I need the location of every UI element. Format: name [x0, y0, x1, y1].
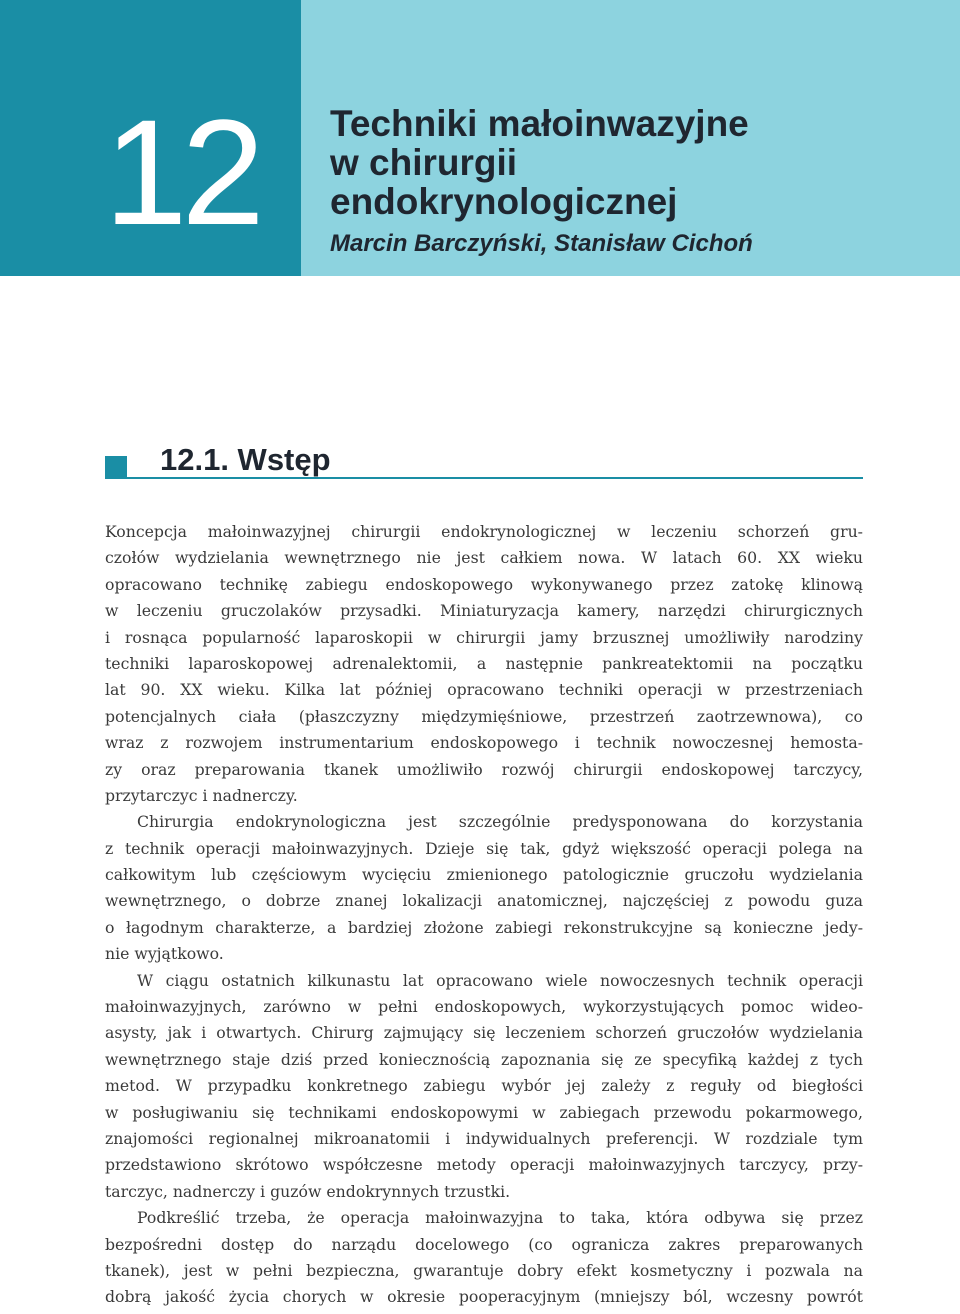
paragraph	[105, 519, 863, 809]
text-line: o łagodnym charakterze, a bardziej złożone zabiegi rekonstrukcyjne są konieczne jedy-	[105, 917, 863, 937]
text-line: Koncepcja małoinwazyjnej chirurgii endokrynologicznej w leczeniu schorzeń gru-	[105, 522, 863, 541]
section-divider	[105, 477, 863, 479]
paragraph	[105, 809, 863, 967]
chapter-title-line: endokrynologicznej	[330, 181, 678, 222]
text-line: tkanek), jest w pełni bezpieczna, gwarantuje dobry efekt kosmetyczny i pozwala na	[105, 1260, 863, 1280]
text-line: tarczyc, nadnerczy i guzów endokrynnych trzustki.	[105, 1181, 511, 1201]
text-line: Chirurgia endokrynologiczna jest szczególnie predysponowana do korzystania	[137, 812, 863, 832]
text-line: wewnętrznego, o dobrze znanej lokalizacji anatomicznej, najczęściej z powodu guza	[105, 891, 863, 911]
text-line: nie wyjątkowo.	[105, 944, 224, 964]
section-heading: 12.1. Wstęp	[160, 442, 331, 477]
chapter-authors: Marcin Barczyński, Stanisław Cichoń	[330, 230, 753, 257]
text-line: i rosnąca popularność laparoskopii w chirurgii jamy brzusznej umożliwiły narodziny	[105, 627, 863, 647]
paragraph	[105, 1205, 863, 1311]
text-line: asysty, jak i otwartych. Chirurg zajmujący się leczeniem schorzeń gruczołów wydzielania	[105, 1023, 863, 1043]
text-line: w posługiwaniu się technikami endoskopowymi w zabiegach przewodu pokarmowego,	[105, 1102, 863, 1122]
text-line: Podkreślić trzeba, że operacja małoinwazyjna to taka, która odbywa się przez	[137, 1208, 863, 1228]
text-line: znajomości regionalnej mikroanatomii i indywidualnych preferencji. W rozdziale tym	[105, 1128, 863, 1148]
text-line: wraz z rozwojem instrumentarium endoskopowego i technik nowoczesnej hemosta-	[105, 733, 863, 753]
text-line: potencjalnych ciała (płaszczyzny międzymięśniowe, przestrzeń zaotrzewnowa), co	[105, 706, 863, 726]
text-line: przytarczyc i nadnerczy.	[105, 785, 298, 805]
text-line: małoinwazyjnych, zarówno w pełni endoskopowych, wykorzystujących pomoc wideo-	[105, 997, 863, 1017]
text-line: zy oraz preparowania tkanek umożliwiło rozwój chirurgii endoskopowej tarczycy,	[105, 759, 863, 779]
chapter-number: 12	[104, 88, 259, 256]
paragraph	[105, 968, 863, 1206]
text-line: lat 90. XX wieku. Kilka lat później opracowano techniki operacji w przestrzeniach	[105, 680, 863, 700]
text-line: wewnętrznego staje dziś przed koniecznością zapoznania się ze specyfiką każdej z tych	[105, 1049, 863, 1069]
text-line: czołów wydzielania wewnętrznego nie jest całkiem nowa. W latach 60. XX wieku	[105, 548, 863, 568]
section-marker-square	[105, 456, 127, 478]
text-line: całkowitym lub częściowym wycięciu zmienionego patologicznie gruczołu wydzielania	[105, 865, 863, 885]
text-line: z technik operacji małoinwazyjnych. Dzieje się tak, gdyż większość operacji polega na	[105, 838, 863, 858]
text-line: techniki laparoskopowej adrenalektomii, a następnie pankreatektomii na początku	[105, 653, 863, 673]
text-line: przedstawiono skrótowo współczesne metody operacji małoinwazyjnych tarczycy, przy-	[105, 1155, 863, 1175]
chapter-title-line: w chirurgii	[330, 142, 518, 183]
text-line: metod. W przypadku konkretnego zabiegu wybór jej zależy z reguły od biegłości	[105, 1076, 863, 1096]
text-line: w leczeniu gruczolaków przysadki. Miniaturyzacja kamery, narzędzi chirurgicznych	[105, 601, 863, 621]
text-line: W ciągu ostatnich kilkunastu lat opracowano wiele nowoczesnych technik operacji	[137, 970, 863, 990]
body-text	[105, 519, 863, 1311]
chapter-title-line: Techniki małoinwazyjne	[330, 103, 749, 144]
text-line: bezpośredni dostęp do narządu docelowego (co ogranicza zakres preparowanych	[105, 1234, 863, 1254]
text-line: opracowano technikę zabiegu endoskopowego wykonywanego przez zatokę klinową	[105, 574, 863, 594]
text-line: dobrą jakość życia chorych w okresie pooperacyjnym (mniejszy ból, wczesny powrót	[105, 1287, 863, 1307]
chapter-title	[330, 104, 930, 221]
